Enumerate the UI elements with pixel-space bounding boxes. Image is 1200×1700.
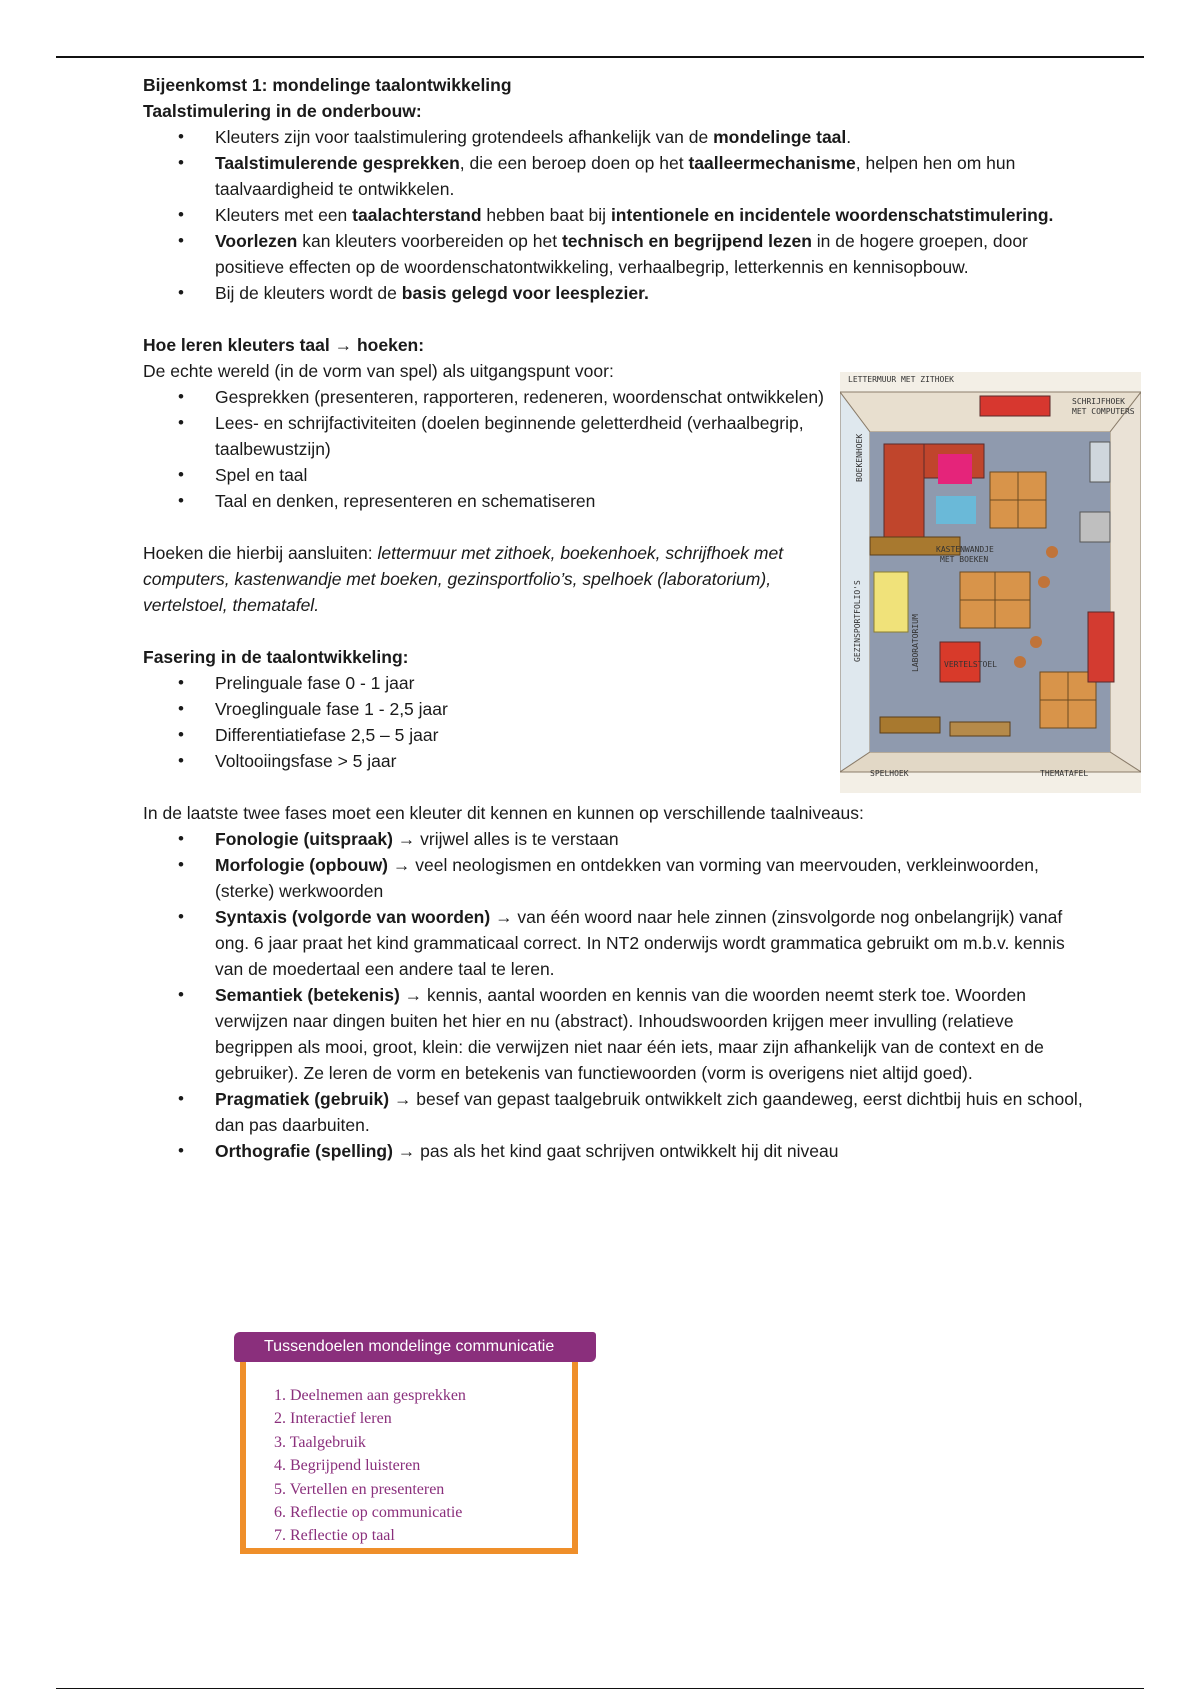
list-item: • Kleuters met een taalachterstand hebben baat bij intentionele en incidentele woordenschatstimulering. — [215, 202, 1083, 228]
label-schrijfhoek-2: MET COMPUTERS — [1072, 407, 1135, 416]
list-item: • Voorlezen kan kleuters voorbereiden op het technisch en begrijpend lezen in de hogere groepen, door positieve effecten op de woordenschatontwikkeling, verhaalbegrip, letterkennis en kennisopbouw. — [215, 228, 1083, 280]
list-item: • Semantiek (betekenis) → kennis, aantal woorden en kennis van die woorden neemt sterk toe. Woorden verwijzen naar dingen buiten het hier en nu (abstract). Inhoudswoorden krijgen meer invulling (relatieve begrippen als mooi, groot, klein: die verwijzen niet naar één iets, maar zijn afhankelijk van de context en de gebruiker). Ze leren de vorm en betekenis van functiewoorden (vorm is overigens niet altijd goed). — [215, 982, 1083, 1086]
list-item: • Voltooiingsfase > 5 jaar — [215, 748, 833, 774]
list-item: 3. Taalgebruik — [274, 1433, 366, 1451]
list-item: • Fonologie (uitspraak) → vrijwel alles is te verstaan — [215, 826, 1083, 852]
list-item: • Gesprekken (presenteren, rapporteren, redeneren, woordenschat ontwikkelen) — [215, 384, 833, 410]
hoeken-aansluiten: Hoeken die hierbij aansluiten: lettermuur met zithoek, boekenhoek, schrijfhoek met computers, kastenwandje met boeken, gezinsportfolio’s, spelhoek (laboratorium), vertelstoel, thematafel. — [143, 543, 784, 615]
label-lettermuur: LETTERMUUR MET ZITHOEK — [848, 375, 954, 384]
list-item: • Taal en denken, representeren en schematiseren — [215, 488, 833, 514]
list-item: • Spel en taal — [215, 462, 833, 488]
section-heading-fasering: Fasering in de taalontwikkeling: — [143, 647, 409, 667]
tussendoelen-list — [274, 1384, 466, 1548]
tussendoelen-title: Tussendoelen mondelinge communicatie — [234, 1332, 596, 1362]
niveaus-intro: In de laatste twee fases moet een kleuter dit kennen en kunnen op verschillende taalniveaus: — [143, 803, 864, 823]
list-item: 2. Interactief leren — [274, 1410, 392, 1428]
list-item: 6. Reflectie op communicatie — [274, 1504, 463, 1522]
list-item: • Morfologie (opbouw) → veel neologismen en ontdekken van vorming van meervouden, verkleinwoorden, (sterke) werkwoorden — [215, 852, 1083, 904]
tussendoelen-box — [234, 1332, 596, 1570]
taalniveaus-list — [143, 826, 1083, 1164]
label-spelhoek: SPELHOEK — [870, 769, 909, 778]
label-schrijfhoek: SCHRIJFHOEK — [1072, 397, 1125, 406]
classroom-floorplan-image — [840, 372, 1141, 793]
label-laboratorium: LABORATORIUM — [911, 614, 920, 672]
list-item: 5. Vertellen en presenteren — [274, 1480, 445, 1498]
fasering-list — [143, 670, 833, 774]
taalstimulering-list — [143, 124, 1083, 306]
bottom-rule — [56, 1688, 1144, 1689]
hoeken-intro: De echte wereld (in de vorm van spel) als uitgangspunt voor: — [143, 361, 614, 381]
page-title: Bijeenkomst 1: mondelinge taalontwikkeling — [143, 75, 512, 95]
list-item: 4. Begrijpend luisteren — [274, 1457, 421, 1475]
label-kastenwandje: KASTENWANDJE — [936, 545, 994, 554]
label-vertelstoel: VERTELSTOEL — [944, 660, 997, 669]
list-item: • Orthografie (spelling) → pas als het kind gaat schrijven ontwikkelt hij dit niveau — [215, 1138, 1083, 1164]
classroom-illustration — [840, 372, 1141, 793]
list-item: • Differentiatiefase 2,5 – 5 jaar — [215, 722, 833, 748]
list-item: 1. Deelnemen aan gesprekken — [274, 1387, 466, 1404]
label-thematafel: THEMATAFEL — [1040, 769, 1089, 778]
list-item: • Syntaxis (volgorde van woorden) → van één woord naar hele zinnen (zinsvolgorde nog onbelangrijk) vanaf ong. 6 jaar praat het kind grammaticaal correct. In NT2 onderwijs wordt grammatica gebruikt om m.b.v. kennis van de moedertaal een andere taal te leren. — [215, 904, 1083, 982]
list-item: • Vroeglinguale fase 1 - 2,5 jaar — [215, 696, 833, 722]
list-item: • Lees- en schrijfactiviteiten (doelen beginnende geletterdheid (verhaalbegrip, taalbewustzijn) — [215, 410, 833, 462]
list-item: • Prelinguale fase 0 - 1 jaar — [215, 670, 833, 696]
hoeken-list — [143, 384, 833, 514]
hoeken-section — [143, 332, 833, 774]
list-item: 7. Reflectie op taal — [274, 1527, 395, 1545]
label-boekenhoek: BOEKENHOEK — [855, 433, 864, 482]
section-heading-taalstimulering: Taalstimulering in de onderbouw: — [143, 101, 422, 121]
list-item: • Pragmatiek (gebruik) → besef van gepast taalgebruik ontwikkelt zich gaandeweg, eerst dichtbij huis en school, dan pas daarbuiten. — [215, 1086, 1083, 1138]
list-item: • Bij de kleuters wordt de basis gelegd voor leesplezier. — [215, 280, 1083, 306]
list-item: • Taalstimulerende gesprekken, die een beroep doen op het taalleermechanisme, helpen hen om hun taalvaardigheid te ontwikkelen. — [215, 150, 1083, 202]
top-rule — [56, 56, 1144, 58]
list-item: • Kleuters zijn voor taalstimulering grotendeels afhankelijk van de mondelinge taal. — [215, 124, 1083, 150]
label-met-boeken: MET BOEKEN — [940, 555, 989, 564]
label-gezinsportfolios: GEZINSPORTFOLIO'S — [853, 580, 862, 662]
section-heading-hoeken: Hoe leren kleuters taal → hoeken: — [143, 335, 425, 355]
